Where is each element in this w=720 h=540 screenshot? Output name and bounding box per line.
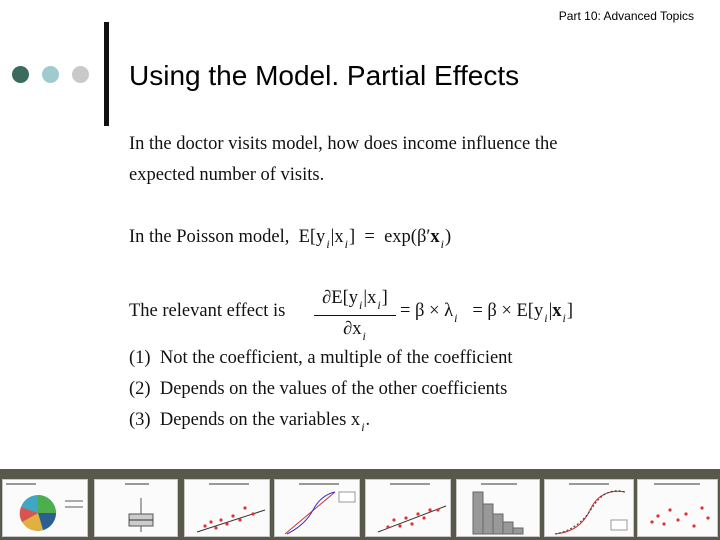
point-3	[129, 410, 370, 435]
poisson-rhs-close: )	[445, 227, 452, 247]
effect-eq2-close: ]	[566, 301, 574, 321]
dot-dark	[12, 66, 29, 83]
poisson-sub: i	[440, 237, 445, 251]
effect-prefix: The relevant effect is	[129, 301, 286, 321]
thumbnail-scatter-3	[637, 479, 718, 537]
thumbnail-scatter-1	[184, 479, 270, 537]
effect-eq1-sub: i	[454, 311, 458, 325]
effect-eq2-sub: i	[544, 311, 548, 325]
dot-gray	[72, 66, 89, 83]
title-divider	[104, 22, 109, 126]
thumbnail-probability-plot	[274, 479, 360, 537]
thumbnail-histogram	[456, 479, 540, 537]
poisson-lhs: E[y	[298, 227, 326, 247]
numerator-mid: |x	[363, 288, 377, 308]
course-header: Part 10: Advanced Topics	[558, 9, 694, 23]
thumbnail-boxplot	[94, 479, 178, 537]
numerator-sub: i	[377, 298, 381, 312]
numerator-close: ]	[381, 288, 388, 308]
effect-eq1: = β × λ	[400, 301, 454, 321]
effect-eq2-bold-x: x	[552, 301, 562, 321]
intro-line-2: expected number of visits.	[129, 165, 325, 185]
effect-fraction	[314, 288, 396, 344]
point-number: (1)	[129, 348, 151, 368]
denominator-sub: i	[362, 329, 366, 343]
point-after: .	[365, 410, 371, 430]
effect-rhs	[400, 301, 573, 326]
poisson-sub: i	[344, 237, 348, 251]
poisson-sub: i	[326, 237, 330, 251]
numerator-sub: i	[359, 298, 363, 312]
fraction-bar	[314, 315, 396, 316]
decorative-dots	[12, 66, 89, 83]
poisson-equals: =	[364, 227, 375, 247]
point-2	[129, 379, 507, 400]
point-1	[129, 348, 513, 369]
numerator-text: ∂E[y	[322, 288, 359, 308]
point-text: Depends on the values of the other coefficients	[159, 379, 508, 399]
poisson-prefix: In the Poisson model,	[129, 227, 290, 247]
poisson-lhs-close: ]	[348, 227, 356, 247]
intro-line-1: In the doctor visits model, how does income influence the	[129, 134, 558, 154]
dot-light	[42, 66, 59, 83]
fraction-denominator	[314, 319, 396, 344]
effect-eq2: = β × E[y	[472, 301, 544, 321]
thumbnail-pie-chart	[2, 479, 88, 537]
poisson-bold-x: x	[430, 227, 440, 247]
slide-title: Using the Model. Partial Effects	[129, 60, 520, 91]
poisson-line	[129, 227, 451, 252]
poisson-lhs-mid: |x	[330, 227, 344, 247]
point-text: Not the coefficient, a multiple of the coefficient	[159, 348, 513, 368]
point-number: (2)	[129, 379, 151, 399]
point-text: Depends on the variables x	[159, 410, 361, 430]
thumbnail-cdf-plot	[544, 479, 634, 537]
point-number: (3)	[129, 410, 151, 430]
poisson-rhs: exp(β′	[384, 227, 431, 247]
effect-eq2-mid: |	[548, 301, 553, 321]
thumbnail-scatter-2	[365, 479, 451, 537]
fraction-numerator	[314, 288, 396, 313]
point-sub: i	[361, 420, 365, 434]
denominator-text: ∂x	[343, 319, 362, 339]
effect-eq2-sub: i	[562, 311, 566, 325]
